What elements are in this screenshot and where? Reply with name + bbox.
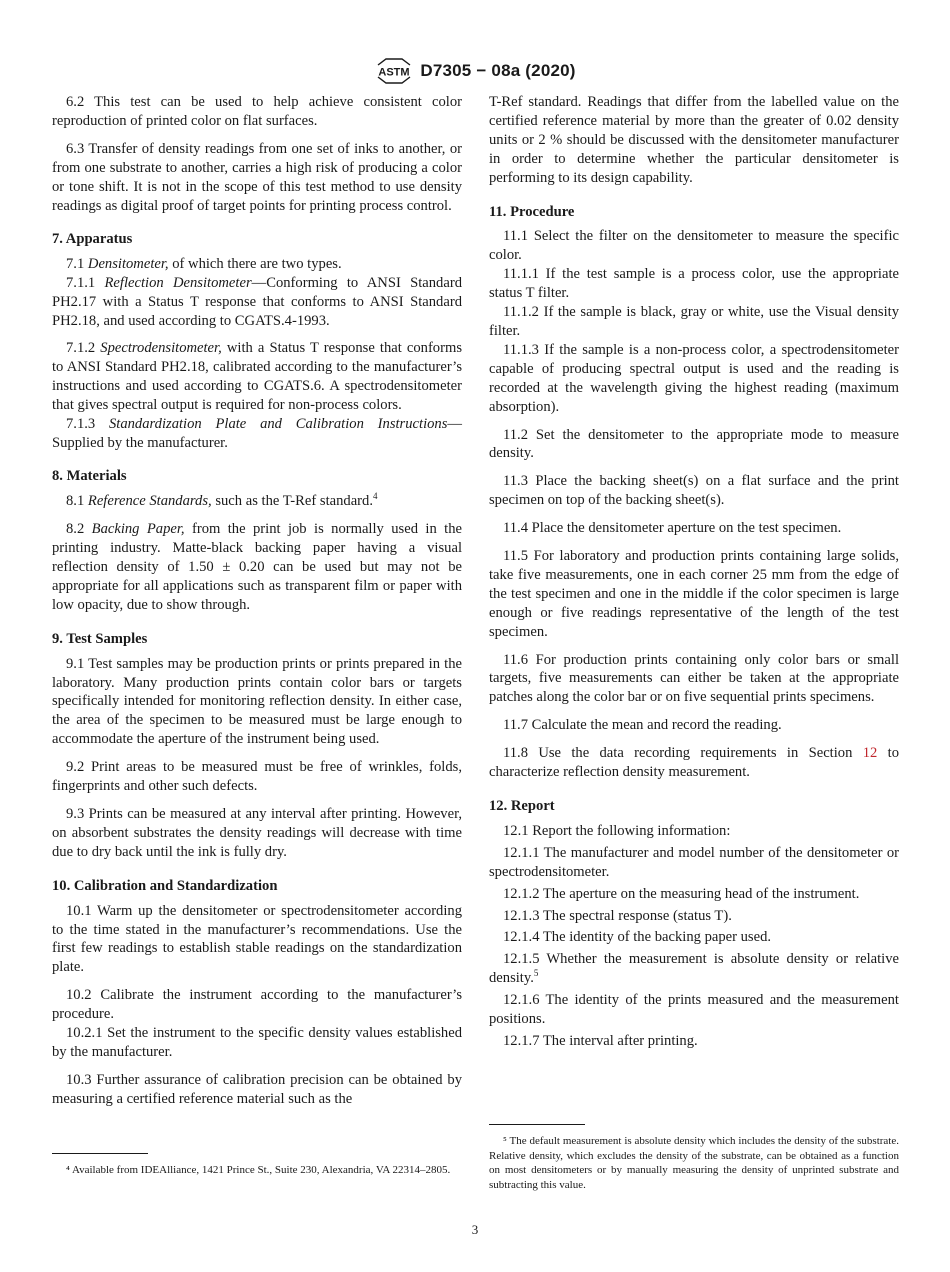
- section-heading-7: 7. Apparatus: [52, 231, 133, 248]
- paragraph-7-1-1: 7.1.1 Reflection Densitometer—Conforming to ANSI Standard PH2.17 with a Status T response that conforms to ANSI Standard PH2.18, and used according to CGATS.4-1993.: [52, 275, 462, 330]
- page-header: [0, 56, 950, 86]
- paragraph-12-1-4: 12.1.4 The identity of the backing paper used.: [503, 929, 772, 946]
- section-heading-8: 8. Materials: [52, 468, 127, 485]
- paragraph-9-2: 9.2 Print areas to be measured must be free of wrinkles, folds, fingerprints and other such defects.: [52, 759, 462, 795]
- paragraph-10-2-1: 10.2.1 Set the instrument to the specific density values established by the manufacturer.: [52, 1025, 462, 1060]
- paragraph-11-3: 11.3 Place the backing sheet(s) on a flat surface and the print specimen on top of the backing sheet(s).: [489, 473, 899, 509]
- left-column: [52, 93, 462, 1118]
- paragraph-7-1: 7.1 Densitometer, of which there are two types.: [66, 256, 342, 273]
- paragraph-11-8: 11.8 Use the data recording requirements in Section 12 to characterize reflection density measurement.: [489, 745, 900, 781]
- astm-logo-icon: [374, 56, 414, 86]
- paragraph-11-4: 11.4 Place the densitometer aperture on the test specimen.: [503, 520, 842, 537]
- paragraph-12-1-2: 12.1.2 The aperture on the measuring head of the instrument.: [503, 885, 860, 902]
- paragraph-10-1: 10.1 Warm up the densitometer or spectrodensitometer according to the time stated in the manufacturer’s recommendations. Use the first few readings to establish stable readings on the standardization plate.: [52, 902, 462, 976]
- paragraph-6-3: 6.3 Transfer of density readings from one set of inks to another, or from one substrate to another, carries a high risk of producing a color or tone shift. It is not in the scope of this test method to use density readings as digital proof of target points for printing process control.: [52, 140, 462, 214]
- paragraph-11-2: 11.2 Set the densitometer to the appropriate mode to measure density.: [489, 426, 899, 462]
- paragraph-9-3: 9.3 Prints can be measured at any interval after printing. However, on absorbent substrates the density readings will decrease with time due to dry back until the ink is fully dry.: [52, 806, 462, 860]
- paragraph-12-1: 12.1 Report the following information:: [503, 822, 731, 839]
- section-heading-11: 11. Procedure: [489, 203, 575, 220]
- paragraph-10-3: 10.3 Further assurance of calibration precision can be obtained by measuring a certified reference material such as the: [52, 1071, 462, 1107]
- paragraph-9-1: 9.1 Test samples may be production prints or prints prepared in the laboratory. Many production prints contain color bars or targets specifically intended for monitoring reflection density. In either case, the area of the specimen to be measured must be large enough to accommodate the aperture of the instrument being used.: [52, 655, 462, 748]
- paragraph-10-3-continued: T-Ref standard. Readings that differ from the labelled value on the certified reference material by more than the greater of 0.02 density units or 2 % should be discussed with the densitometer manufacturer in order to determine whether the particular densitometer is performing to its design capability.: [489, 94, 899, 186]
- paragraph-6-2: 6.2 This test can be used to help achieve consistent color reproduction of printed color on flat surfaces.: [52, 94, 462, 129]
- section-heading-10: 10. Calibration and Standardization: [52, 877, 278, 894]
- footnote-divider: [52, 1153, 148, 1154]
- paragraph-11-5: 11.5 For laboratory and production prints containing large solids, take five measurements, one in each corner 25 mm from the edge of the test specimen and one in the middle if the color specimen is large enough or five readings representative of the length of the test specimen.: [489, 548, 899, 640]
- paragraph-11-1: 11.1 Select the filter on the densitometer to measure the specific color.: [489, 228, 899, 264]
- paragraph-8-1: 8.1 Reference Standards, such as the T-Ref standard.$^4$: [66, 491, 378, 510]
- paragraph-11-1-2: 11.1.2 If the sample is black, gray or white, use the Visual density filter.: [489, 304, 899, 339]
- section-heading-12: 12. Report: [489, 798, 555, 814]
- paragraph-12-1-1: 12.1.1 The manufacturer and model number of the densitometer or spectrodensitometer.: [489, 844, 899, 880]
- paragraph-7-1-3: 7.1.3 Standardization Plate and Calibration Instructions—Supplied by the manufacturer.: [52, 415, 462, 451]
- footnote-5: ⁵ The default measurement is absolute density which includes the density of the substrate. Relative density, which excludes the density of the substrate, can be obtained as a function on most densitometers or by manually measuring the density of unprinted substrate and subtracting this value.: [489, 1135, 899, 1191]
- paragraph-11-1-3: 11.1.3 If the sample is a non-process color, a spectrodensitometer capable of producing spectral output is used and the reading is recorded at the wavelength giving the highest reading (maximum absorption).: [489, 341, 899, 415]
- paragraph-8-2: 8.2 Backing Paper, from the print job is normally used in the printing industry. Matte-black backing paper having a visual reflection density of 1.50 ± 0.20 can be used but may not be appropriate for all applications such as transparent film or paper with low opacity, due to show through.: [52, 521, 462, 613]
- footnote-ref-5: 5: [533, 968, 539, 979]
- section-heading-9: 9. Test Samples: [52, 630, 148, 647]
- page-number: 3: [471, 1222, 479, 1237]
- paragraph-12-1-5: 12.1.5 Whether the measurement is absolute density or relative density.$^5$: [489, 951, 899, 987]
- svg-text:ASTM: ASTM: [378, 66, 410, 79]
- section-12-link[interactable]: 12: [862, 745, 878, 762]
- footnote-ref-4: 4: [372, 491, 378, 502]
- paragraph-11-6: 11.6 For production prints containing only color bars or small targets, five measurements can either be taken at the appropriate patches along the color bar or on five sequential prints specimens.: [489, 651, 899, 706]
- paragraph-10-2: 10.2 Calibrate the instrument according to the manufacturer’s procedure.: [52, 987, 462, 1023]
- paragraph-7-1-2: 7.1.2 Spectrodensitometer, with a Status T response that conforms to ANSI Standard PH2.18, calibrated according to the manufacturer’s instructions and used according to CGATS.6. A spectrodensitometer that gives spectral output is required for non-process colors.: [52, 339, 462, 413]
- paragraph-12-1-3: 12.1.3 The spectral response (status T).: [503, 907, 732, 924]
- footnote-4: ⁴ Available from IDEAlliance, 1421 Prince St., Suite 230, Alexandria, VA 22314–2805.: [66, 1164, 451, 1176]
- paragraph-11-7: 11.7 Calculate the mean and record the reading.: [503, 717, 782, 734]
- paragraph-12-1-6: 12.1.6 The identity of the prints measured and the measurement positions.: [489, 992, 899, 1028]
- right-column: [489, 93, 899, 1051]
- document-id: D7305 − 08a (2020): [420, 61, 576, 80]
- footnote-divider-right: [489, 1124, 585, 1125]
- paragraph-11-1-1: 11.1.1 If the test sample is a process color, use the appropriate status T filter.: [489, 266, 899, 302]
- paragraph-12-1-7: 12.1.7 The interval after printing.: [503, 1032, 698, 1049]
